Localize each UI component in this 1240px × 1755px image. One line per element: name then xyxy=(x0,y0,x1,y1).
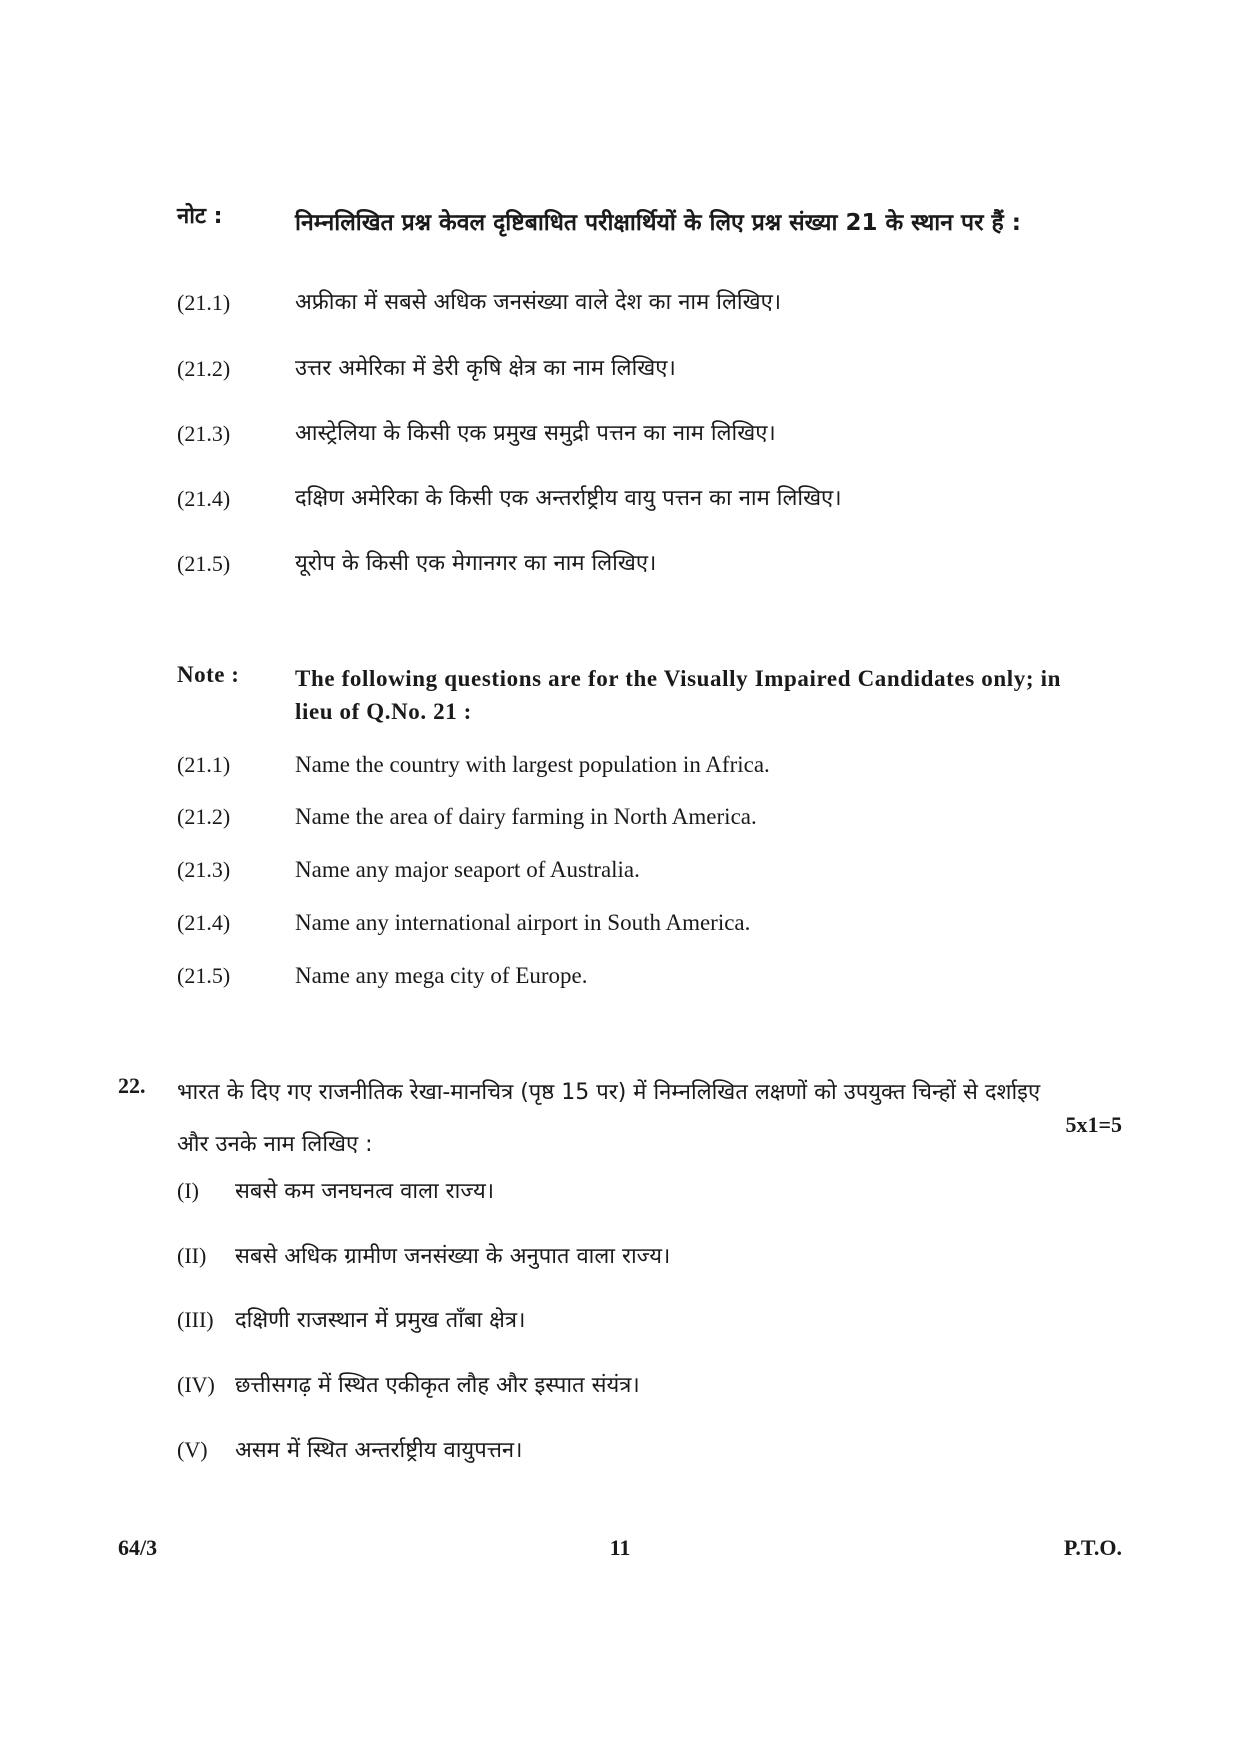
item-text: सबसे कम जनघनत्व वाला राज्य। xyxy=(235,1179,495,1204)
question-number: (21.5) xyxy=(177,963,231,988)
question-number: (21.3) xyxy=(177,857,231,882)
item-roman: (II) xyxy=(177,1243,207,1268)
item-text: सबसे अधिक ग्रामीण जनसंख्या के अनुपात वाला राज्य। xyxy=(235,1244,671,1269)
question-text: Name the country with largest population in Africa. xyxy=(295,752,770,777)
question-22-item-2 xyxy=(177,1240,670,1280)
pto-label: P.T.O. xyxy=(1063,1535,1122,1560)
question-number: (21.3) xyxy=(177,421,231,446)
question-number: (21.2) xyxy=(177,804,231,829)
question-text: Name any international airport in South America. xyxy=(295,910,751,935)
question-text: Name the area of dairy farming in North America. xyxy=(295,804,757,829)
question-22-item-1 xyxy=(177,1175,494,1215)
item-roman: (V) xyxy=(177,1437,208,1462)
question-text: Name any mega city of Europe. xyxy=(295,963,588,988)
question-22-text: भारत के दिए गए राजनीतिक रेखा-मानचित्र (पृष्ठ 15 पर) में निम्नलिखित लक्षणों को उपयुक्त चिन्हों से दर्शाइए और उनके नाम लिखिए : xyxy=(177,1080,1041,1157)
note-hindi-text: निम्नलिखित प्रश्न केवल दृष्टिबाधित परीक्षार्थियों के लिए प्रश्न संख्या 21 के स्थान पर हैं : xyxy=(295,210,1021,236)
question-22-item-4 xyxy=(177,1369,640,1409)
page-number: 11 xyxy=(609,1535,631,1560)
item-text: छत्तीसगढ़ में स्थित एकीकृत लौह और इस्पात संयंत्र। xyxy=(235,1373,640,1398)
item-text: दक्षिणी राजस्थान में प्रमुख ताँबा क्षेत्र। xyxy=(235,1308,526,1333)
question-22-item-3 xyxy=(177,1304,525,1344)
question-22-marks: 5x1=5 xyxy=(1065,1112,1122,1137)
item-text: असम में स्थित अन्तर्राष्ट्रीय वायुपत्तन। xyxy=(235,1438,523,1463)
question-number: (21.2) xyxy=(177,356,231,381)
note-english-text: The following questions are for the Visually Impaired Candidates only; in lieu of Q.No. 21 : xyxy=(295,666,1061,724)
question-text: दक्षिण अमेरिका के किसी एक अन्तर्राष्ट्रीय वायु पत्तन का नाम लिखिए। xyxy=(295,486,842,511)
paper-code: 64/3 xyxy=(118,1535,158,1560)
question-number: (21.4) xyxy=(177,486,231,511)
question-text: आस्ट्रेलिया के किसी एक प्रमुख समुद्री पत्तन का नाम लिखिए। xyxy=(295,421,776,446)
question-text: Name any major seaport of Australia. xyxy=(295,857,640,882)
note-hindi-label: नोट : xyxy=(177,204,223,229)
item-roman: (III) xyxy=(177,1307,214,1332)
question-number: (21.1) xyxy=(177,290,231,315)
note-english-label: Note : xyxy=(177,662,240,687)
question-text: अफ्रीका में सबसे अधिक जनसंख्या वाले देश का नाम लिखिए। xyxy=(295,290,782,315)
question-text: उत्तर अमेरिका में डेरी कृषि क्षेत्र का नाम लिखिए। xyxy=(295,356,676,381)
question-number: (21.4) xyxy=(177,910,231,935)
question-number: (21.1) xyxy=(177,752,231,777)
question-text: यूरोप के किसी एक मेगानगर का नाम लिखिए। xyxy=(295,551,657,576)
item-roman: (IV) xyxy=(177,1372,215,1397)
item-roman: (I) xyxy=(177,1178,199,1203)
question-22-number: 22. xyxy=(118,1073,146,1098)
question-22-item-5 xyxy=(177,1434,522,1474)
question-number: (21.5) xyxy=(177,551,231,576)
